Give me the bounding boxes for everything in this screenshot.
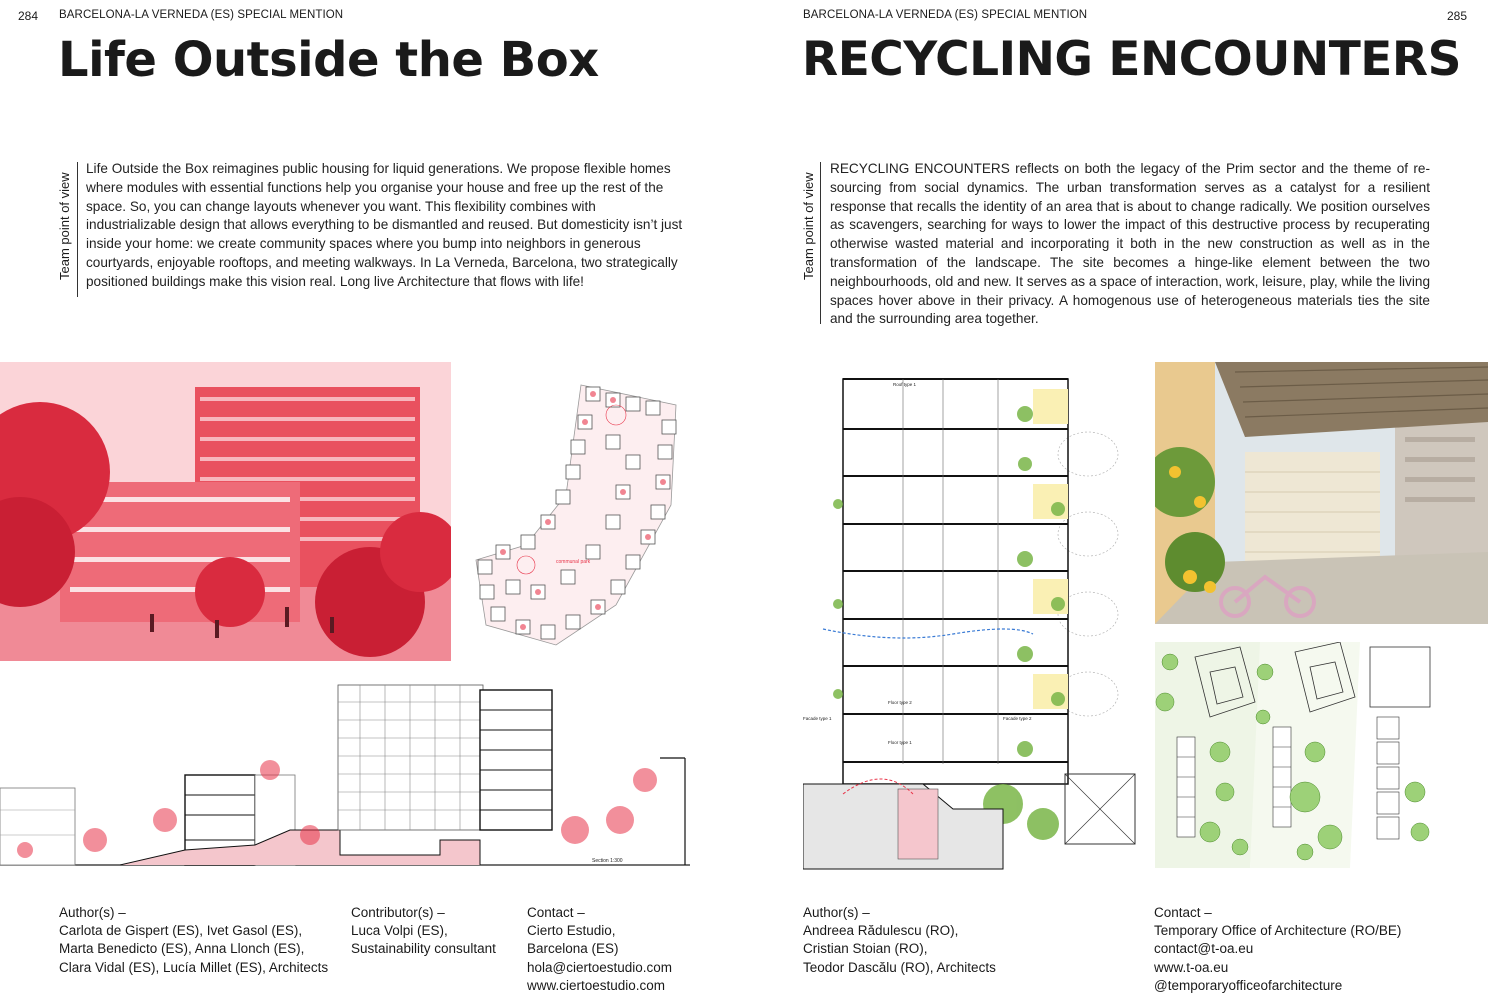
authors-block-right	[803, 904, 996, 977]
page-number-left: 284	[18, 9, 39, 23]
contact-line: Temporary Office of Architecture (RO/BE)	[1154, 923, 1402, 939]
body-text-right: RECYCLING ENCOUNTERS reflects on both the legacy of the Prim sector and the theme of re-sourcing from social dynamics. The urban transformation serves as a catalyst for a resilient response that recalls the identity of an area that is about to change radically. We position ourselves as scavengers, searching for ways to lower the impact of this destructive process by recuperating otherwise wasted material and incorporating it both in the new construction as well as in the transformation of the landscape. The site becomes a hinge-like element between the two neighbourhoods, old and new. It serves as a space of interaction, work, leisure, play, while the living spaces hover above in their privacy. A homogenous use of heterogeneous materials ties the site and the surrounding area together.	[830, 161, 1430, 327]
page-title-right: RECYCLING ENCOUNTERS	[802, 32, 1461, 87]
authors-block-left	[59, 904, 328, 977]
landscape-plan-drawing	[1155, 642, 1448, 868]
section-label: Section 1:300	[592, 858, 623, 864]
side-label-left: Team point of view	[57, 172, 72, 280]
red-rendering-image	[0, 362, 451, 661]
page-number-right: 285	[1447, 9, 1468, 23]
running-head-right: BARCELONA-LA VERNEDA (ES) SPECIAL MENTION	[803, 9, 1088, 21]
floor2-label: Floor type 2	[888, 700, 912, 705]
contributor-line: Sustainability consultant	[351, 941, 496, 957]
side-rule-left	[77, 162, 78, 297]
contact-website-link[interactable]: www.ciertoestudio.com	[527, 977, 666, 993]
contact-heading: Contact –	[527, 905, 585, 920]
author-line: Teodor Dascălu (RO), Architects	[803, 959, 996, 975]
author-line: Cristian Stoian (RO),	[803, 941, 928, 957]
side-rule-right	[820, 162, 821, 324]
balcony-rendering-image	[1155, 362, 1488, 624]
authors-heading: Author(s) –	[59, 905, 126, 920]
author-line: Carlota de Gispert (ES), Ivet Gasol (ES),	[59, 923, 303, 939]
site-plan-drawing	[466, 375, 691, 655]
body-text-left: Life Outside the Box reimagines public housing for liquid generations. We propose flexible homes where modules with essential functions help you organise your house and free up the rest of the space. So, you can change layouts whenever you want. This flexibility combines with industrializable design that allows everything to be dismantled and reused. But domesticity isn’t just inside your home: we create community spaces where you bump into neighbors in generous courtyards, enjoyable rooftops, and meeting walkways. In La Verneda, Barcelona, two strategically positioned buildings make this vision real. Long live Architecture that flows with life!	[86, 161, 683, 289]
facade-section-drawing	[803, 364, 1138, 874]
building-section-drawing	[0, 680, 690, 872]
contact-social-handle[interactable]: @temporaryofficeofarchitecture	[1154, 977, 1343, 993]
contact-block-left	[527, 904, 672, 995]
contributors-block	[351, 904, 496, 959]
roof-label: Roof type 1	[893, 382, 917, 387]
contact-email-link[interactable]: hola@ciertoestudio.com	[527, 959, 673, 975]
contact-line: Cierto Estudio,	[527, 923, 616, 939]
author-line: Clara Vidal (ES), Lucía Millet (ES), Architects	[59, 959, 329, 975]
side-label-right: Team point of view	[801, 172, 816, 280]
contributor-line: Luca Volpi (ES),	[351, 923, 448, 939]
author-line: Andreea Rădulescu (RO),	[803, 923, 959, 939]
contact-website-link[interactable]: www.t-oa.eu	[1154, 959, 1229, 975]
contact-block-right	[1154, 904, 1401, 995]
running-head-left: BARCELONA-LA VERNEDA (ES) SPECIAL MENTION	[59, 9, 344, 21]
facade1-label: Facade type 1	[803, 716, 832, 721]
page-title-left: Life Outside the Box	[58, 32, 599, 88]
contact-email-link[interactable]: contact@t-oa.eu	[1154, 941, 1254, 957]
author-line: Marta Benedicto (ES), Anna Llonch (ES),	[59, 941, 305, 957]
contact-heading: Contact –	[1154, 905, 1212, 920]
facade2-label: Facade type 2	[1003, 716, 1032, 721]
plan-label: communal park	[556, 559, 591, 565]
floor1-label: Floor type 1	[888, 740, 912, 745]
contact-line: Barcelona (ES)	[527, 941, 619, 957]
authors-heading: Author(s) –	[803, 905, 870, 920]
contributors-heading: Contributor(s) –	[351, 905, 445, 920]
